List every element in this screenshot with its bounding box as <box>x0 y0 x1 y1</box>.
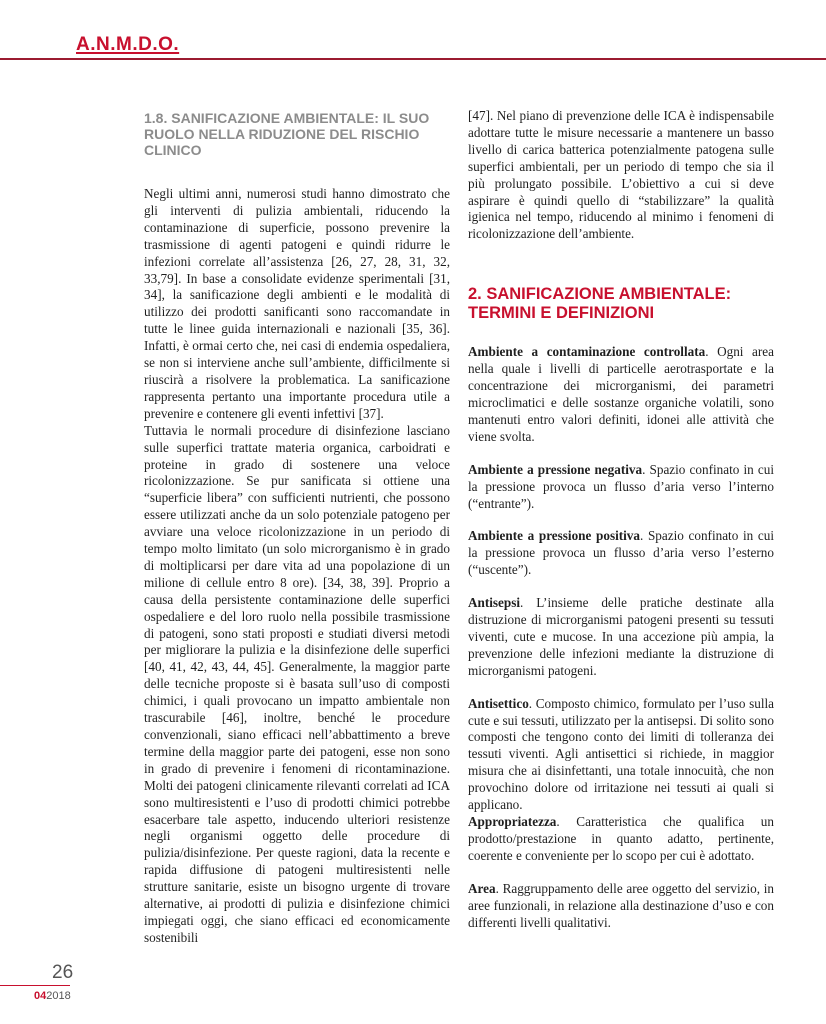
definition-term: Ambiente a pressione positiva <box>468 528 640 544</box>
right-column <box>468 108 774 947</box>
definition-text: . Raggruppamento delle aree oggetto del servizio, in aree funzionali, in relazione alla destinazione d’uso e con differenti livelli qualitativi. <box>468 880 774 930</box>
issue-number: 04 <box>34 990 47 1002</box>
definition-item <box>468 462 774 513</box>
definition-term: Antisettico <box>468 695 529 711</box>
definition-term: Antisepsi <box>468 595 521 611</box>
body-paragraph: Tuttavia le normali procedure di disinfezione lasciano sulle superfici trattate materia organica, carboidrati e proteine in grado di sostenere una veloce ricolonizzazione. Se pur sanificata si ottiene una “superficie libera” con sufficienti nutrienti, che possono essere utilizzati anche da un solo potenziale patogeno per avviare una veloce ricolonizzazione in un periodo di tempo molto limitato (un solo microrganismo è in grado di moltiplicarsi per dare vita ad una popolazione di un milione di cellule entro 8 ore). [34, 38, 39]. Proprio a causa della persistente contaminazione delle superfici ospedaliere e del loro ruolo nella possibile trasmissione di patogeni, sono stati proposti e studiati diversi metodi per migliorare la pulizia e la disinfezione delle superfici [40, 41, 42, 43, 44, 45]. Generalmente, la maggior parte delle tecniche proposte si è basata sull’uso di composti chimici, i quali provocano un impatto ambientale non trascurabile [46], inoltre, benché le procedure convenzionali, siano efficaci nell’abbattimento a breve termine della maggior parte dei patogeni, esse non sono in grado di prevenire i fenomeni di ricontaminazione. Molti dei patogeni clinicamente rilevanti correlati ad ICA sono multiresistenti e l’uso di prodotti chimici potrebbe esacerbare tale aspetto, inducendo ulteriori resistenze negli organismi oggetto delle procedure di pulizia/disinfezione. Per queste ragioni, data la recente e rapida diffusione di patogeni multiresistenti nelle strutture sanitarie, esiste un bisogno urgente di trovare alternative, ai prodotti di pulizia e disinfezione chimici impiegati oggi, che siano efficaci ed economicamente sostenibili <box>144 422 450 945</box>
definition-term: Ambiente a contaminazione controllata <box>468 344 706 360</box>
footer-rule <box>0 985 70 986</box>
definition-text: . Caratteristica che qualifica un prodotto/prestazione in quanto adatto, pertinente, coerente e conveniente per lo scopo per cui è adottato. <box>468 814 774 863</box>
definition-text: . Spazio confinato in cui la pressione provoca un flusso d’aria verso l’esterno (“uscente”). <box>468 528 775 578</box>
left-column <box>144 108 450 947</box>
body-paragraph: Negli ultimi anni, numerosi studi hanno dimostrato che gli interventi di pulizia ambientali, riducendo la contaminazione di superficie, possono prevenire la trasmissione di agenti patogeni e quindi ridurre le infezioni correlate all’assistenza [26, 27, 28, 31, 32, 33,79]. In base a consolidate evidenze sperimentali [31, 34], la sanificazione degli ambienti e le modalità di utilizzo dei prodotti sanificanti sono raccomandate in tutte le linee guida internazionali e nazionali [35, 36]. Infatti, è ormai certo che, nei casi di endemia ospedaliera, se non si interviene anche sull’ambiente, difficilmente si riuscirà a risolvere la problematica. La sanificazione rappresenta pertanto una importante procedura utile a prevenire e contenere gli eventi infettivi [37]. <box>144 186 450 421</box>
definition-item <box>468 595 774 680</box>
journal-brand: A.N.M.D.O. <box>76 34 180 55</box>
issue-year: 2018 <box>46 990 71 1002</box>
definition-item <box>468 814 774 865</box>
definition-item <box>468 696 774 814</box>
section-heading-2: 2. SANIFICAZIONE AMBIENTALE: TERMINI E DEFINIZIONI <box>468 285 732 323</box>
page-number: 26 <box>52 962 74 983</box>
issue-label <box>34 990 71 1002</box>
definition-term: Area <box>468 880 496 896</box>
definition-text: . L’insieme delle pratiche destinate alla distruzione di microrganismi patogeni presenti su tessuti viventi, cute e mucose. In una accezione più ampia, la prevenzione delle infezioni mediante la distruzione di microrganismi patogeni. <box>468 595 774 678</box>
definition-term: Appropriatezza <box>468 814 557 829</box>
definition-item <box>468 881 774 932</box>
definition-item <box>468 344 774 445</box>
definition-text: . Ogni area nella quale i livelli di particelle aerotrasportate e la concentrazione dei microrganismi, dei parametri microclimatici e delle sostanze organiche volatili, sono mantenuti entro valori definiti, idonei alle attività che viene svolta. <box>468 344 775 444</box>
definition-text: . Spazio confinato in cui la pressione provoca un flusso d’aria verso l’interno (“entrante”). <box>468 461 774 511</box>
definition-item <box>468 528 774 579</box>
body-paragraph-continuation: [47]. Nel piano di prevenzione delle ICA è indispensabile adottare tutte le misure necessarie a mantenere un basso livello di carica batterica potenzialmente patogena sulle superfici ambientali, per un periodo di tempo che sia il più prolungato possibile. L’obiettivo a cui si deve aspirare è quindi quello di “stabilizzare” la qualità igienica nel tempo, riducendo al minimo i fenomeni di ricolonizzazione dell’ambiente. <box>468 108 774 242</box>
section-heading-1-8: 1.8. SANIFICAZIONE AMBIENTALE: IL SUO RUOLO NELLA RIDUZIONE DEL RISCHIO CLINICO <box>144 110 430 158</box>
definition-text: . Composto chimico, formulato per l’uso sulla cute e sui tessuti, utilizzato per la antisepsi. Di solito sono composti che tengono conto dei limiti di tolleranza dei tessuti viventi. Agli antisettici si richiede, in maggior misura che ai disinfettanti, una totale innocuità, che non provochino dolore od irritazione nei tessuti ai quali si applicano. <box>468 695 774 813</box>
header-rule <box>0 58 826 60</box>
definition-term: Ambiente a pressione negativa <box>468 461 643 477</box>
